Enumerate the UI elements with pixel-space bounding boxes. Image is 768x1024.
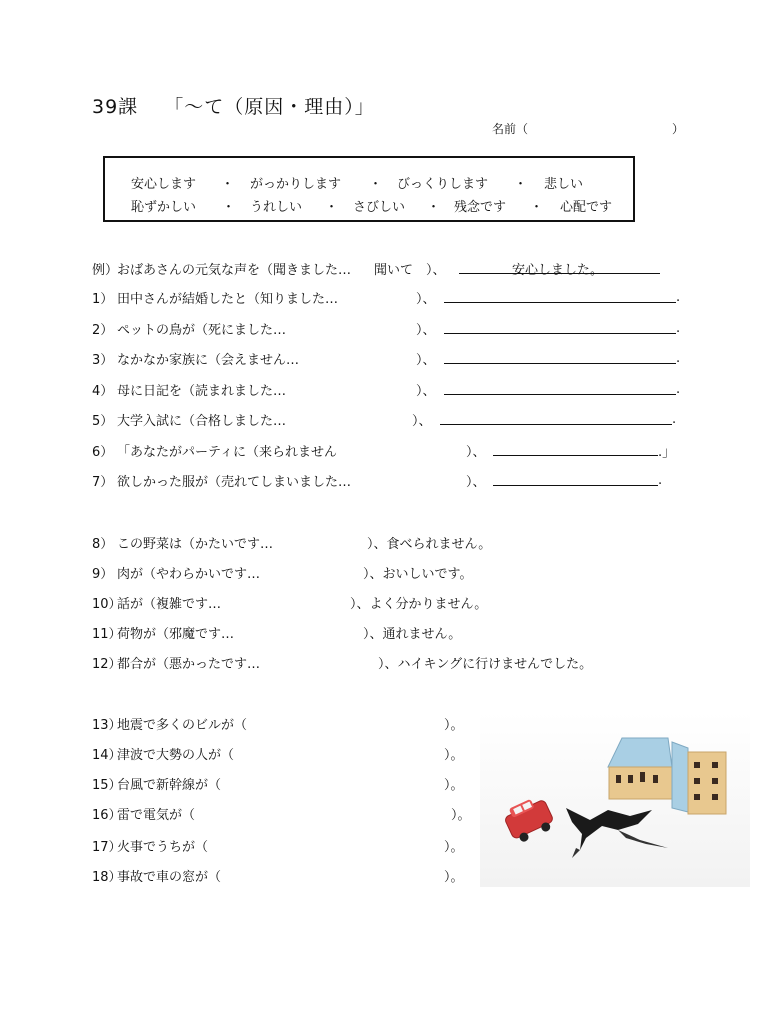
example-after: ）、: [426, 262, 446, 278]
question-after: ）、よく分かりません。: [350, 596, 488, 612]
question-text: 母に日記を（読まれました…: [117, 383, 287, 399]
separator: ・: [221, 176, 235, 192]
question-number: 18）: [92, 869, 122, 885]
word-gakkari: がっかりします: [250, 176, 342, 192]
question-text: 荷物が（邪魔です…: [117, 626, 235, 642]
question-15: [92, 772, 464, 794]
answer-line[interactable]: [444, 288, 676, 303]
separator: ・: [222, 199, 236, 215]
question-number: 15）: [92, 777, 122, 793]
question-end: .: [676, 381, 681, 397]
question-2: [92, 317, 681, 339]
toy-house-left-icon: [608, 738, 672, 799]
question-1: [92, 286, 681, 308]
answer-line[interactable]: [444, 380, 676, 395]
word-anshin: 安心します: [131, 176, 197, 192]
word-box: [103, 156, 635, 222]
question-10: [92, 591, 488, 613]
question-after: ）、: [416, 322, 436, 338]
question-number: 7）: [92, 474, 114, 490]
question-number: 2）: [92, 322, 114, 338]
word-sabishii: さびしい: [353, 199, 406, 215]
question-text: 都合が（悪かったです…: [117, 656, 261, 672]
question-number: 5）: [92, 413, 114, 429]
question-end: .: [658, 472, 663, 488]
question-number: 3）: [92, 352, 114, 368]
separator: ・: [325, 199, 339, 215]
question-number: 6）: [92, 444, 114, 460]
question-end: .: [672, 411, 677, 427]
lesson-title: 「～て（原因・理由）」: [164, 96, 375, 118]
question-3: [92, 347, 681, 369]
question-6: [92, 439, 676, 461]
question-number: 9）: [92, 566, 114, 582]
question-13: [92, 712, 464, 734]
question-number: 13）: [92, 717, 122, 733]
separator: ・: [369, 176, 383, 192]
question-number: 4）: [92, 383, 114, 399]
separator: ・: [427, 199, 441, 215]
question-text: 雷で電気が（: [117, 807, 196, 823]
question-text: なかなか家族に（会えません…: [117, 352, 300, 368]
question-after: ）。: [451, 807, 471, 823]
question-after: ）、ハイキングに行けませんでした。: [378, 656, 593, 672]
question-number: 17）: [92, 839, 122, 855]
word-zannen: 残念です: [454, 199, 507, 215]
question-text: 肉が（やわらかいです…: [117, 566, 261, 582]
page-title: [92, 92, 375, 119]
example-text: おばあさんの元気な声を（聞きました…: [117, 262, 352, 278]
question-5: [92, 408, 677, 430]
lesson-number: 39課: [92, 96, 139, 118]
toy-house-right-icon: [672, 742, 726, 814]
question-end: .: [676, 289, 681, 305]
question-after: ）。: [444, 839, 464, 855]
question-4: [92, 378, 681, 400]
question-after: ）、: [412, 413, 432, 429]
question-14: [92, 742, 464, 764]
word-shinpai: 心配です: [560, 199, 613, 215]
question-after: ）、: [416, 352, 436, 368]
word-box-row-2: [105, 193, 633, 217]
question-number: 14）: [92, 747, 122, 763]
word-kanashii: 悲しい: [544, 176, 584, 192]
question-text: 田中さんが結婚したと（知りました…: [117, 291, 339, 307]
question-17: [92, 834, 464, 856]
question-after: ）、通れません。: [363, 626, 462, 642]
question-text: 地震で多くのビルが（: [117, 717, 248, 733]
question-text: ペットの鳥が（死にました…: [117, 322, 287, 338]
question-after: ）。: [444, 777, 464, 793]
answer-line[interactable]: [444, 319, 676, 334]
separator: ・: [514, 176, 528, 192]
question-16: [92, 802, 471, 824]
question-text: 火事でうちが（: [117, 839, 209, 855]
question-text: 津波で大勢の人が（: [117, 747, 235, 763]
name-field[interactable]: 名前（ ）: [492, 122, 685, 136]
question-12: [92, 651, 593, 673]
question-text: この野菜は（かたいです…: [117, 536, 274, 552]
question-after: ）、: [466, 474, 486, 490]
question-8: [92, 531, 492, 553]
example-row: [92, 257, 604, 279]
word-bikkuri: びっくりします: [397, 176, 489, 192]
question-number: 1）: [92, 291, 114, 307]
answer-line[interactable]: [440, 410, 672, 425]
question-18: [92, 864, 464, 886]
question-after: ）。: [444, 717, 464, 733]
question-after: ）、: [416, 383, 436, 399]
question-9: [92, 561, 473, 583]
answer-line[interactable]: [444, 349, 676, 364]
question-end: .: [676, 320, 681, 336]
question-after: ）。: [444, 747, 464, 763]
question-end: .」: [658, 444, 676, 460]
answer-line[interactable]: [493, 441, 658, 456]
question-text: 「あなたがパーティに（来られません: [117, 444, 337, 460]
question-end: .: [676, 350, 681, 366]
question-text: 大学入試に（合格しました…: [117, 413, 287, 429]
question-number: 12）: [92, 656, 122, 672]
question-text: 事故で車の窓が（: [117, 869, 222, 885]
question-after: ）、食べられません。: [367, 536, 492, 552]
question-after: ）、: [466, 444, 486, 460]
word-box-row-1: [105, 170, 633, 194]
separator: ・: [530, 199, 544, 215]
question-11: [92, 621, 462, 643]
question-number: 10）: [92, 596, 122, 612]
question-after: ）、: [416, 291, 436, 307]
question-7: [92, 469, 663, 491]
question-text: 台風で新幹線が（: [117, 777, 222, 793]
question-number: 8）: [92, 536, 114, 552]
question-text: 欲しかった服が（売れてしまいました…: [117, 474, 352, 490]
word-ureshii: うれしい: [250, 199, 303, 215]
question-number: 16）: [92, 807, 122, 823]
question-after: ）、おいしいです。: [363, 566, 473, 582]
example-result: 安心しました。: [512, 262, 604, 278]
word-hazukashii: 恥ずかしい: [131, 199, 197, 215]
example-answer: 聞いて: [374, 262, 414, 278]
question-text: 話が（複雑です…: [117, 596, 222, 612]
answer-line[interactable]: [493, 471, 658, 486]
question-after: ）。: [444, 869, 464, 885]
example-label: 例）: [92, 262, 119, 278]
disaster-illustration: [480, 712, 750, 887]
question-number: 11）: [92, 626, 122, 642]
